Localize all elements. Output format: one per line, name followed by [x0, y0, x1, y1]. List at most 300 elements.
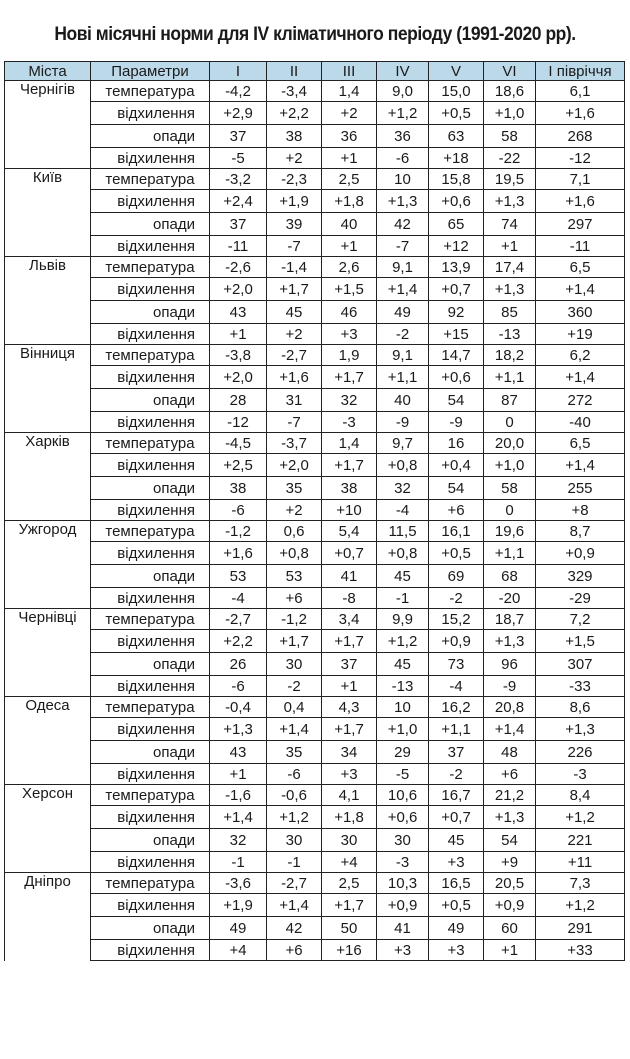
city-cell-empty [5, 148, 91, 169]
month-value: 0 [484, 412, 536, 433]
month-value: 30 [377, 829, 429, 852]
parameter-label: температура [91, 433, 210, 454]
month-value: +0,5 [429, 102, 484, 125]
month-value: +1,1 [377, 366, 429, 389]
month-value: 1,4 [322, 81, 377, 102]
city-cell-empty [5, 852, 91, 873]
parameter-label: температура [91, 609, 210, 630]
month-value: 15,2 [429, 609, 484, 630]
half-year-value: 7,1 [536, 169, 625, 190]
month-value: +1,9 [210, 894, 267, 917]
table-row [5, 741, 625, 764]
parameter-label: відхилення [91, 278, 210, 301]
parameter-label: температура [91, 873, 210, 894]
parameter-label: відхилення [91, 940, 210, 961]
month-value: 85 [484, 301, 536, 324]
half-year-value: +11 [536, 852, 625, 873]
table-row [5, 125, 625, 148]
month-value: 0,6 [267, 521, 322, 542]
month-value: 40 [322, 213, 377, 236]
month-value: +1,3 [484, 278, 536, 301]
month-value: +1,4 [210, 806, 267, 829]
city-cell-empty [5, 894, 91, 917]
month-value: 37 [322, 653, 377, 676]
month-value: -3 [322, 412, 377, 433]
month-value: 74 [484, 213, 536, 236]
month-value: 18,7 [484, 609, 536, 630]
month-value: 38 [267, 125, 322, 148]
month-value: +2,4 [210, 190, 267, 213]
month-value: 13,9 [429, 257, 484, 278]
city-name: Херсон [5, 785, 91, 806]
month-value: +1,7 [322, 454, 377, 477]
month-value: 45 [377, 653, 429, 676]
month-value: 15,0 [429, 81, 484, 102]
city-cell-empty [5, 542, 91, 565]
month-value: +0,5 [429, 542, 484, 565]
month-value: 42 [267, 917, 322, 940]
city-cell-empty [5, 741, 91, 764]
month-value: 2,5 [322, 873, 377, 894]
month-value: +2,0 [210, 366, 267, 389]
city-name: Одеса [5, 697, 91, 718]
table-row [5, 630, 625, 653]
city-cell-empty [5, 324, 91, 345]
city-cell-empty [5, 102, 91, 125]
month-value: +1,3 [210, 718, 267, 741]
month-value: +0,9 [377, 894, 429, 917]
month-value: 9,0 [377, 81, 429, 102]
month-value: 32 [322, 389, 377, 412]
month-value: +4 [210, 940, 267, 961]
parameter-label: відхилення [91, 806, 210, 829]
month-value: +1,7 [322, 366, 377, 389]
month-value: 15,8 [429, 169, 484, 190]
month-value: +15 [429, 324, 484, 345]
month-value: +4 [322, 852, 377, 873]
table-row [5, 500, 625, 521]
parameter-label: опади [91, 477, 210, 500]
half-year-value: 268 [536, 125, 625, 148]
month-value: -3,7 [267, 433, 322, 454]
month-value: +10 [322, 500, 377, 521]
month-value: +0,6 [429, 190, 484, 213]
month-value: +3 [429, 852, 484, 873]
month-value: 37 [210, 213, 267, 236]
month-value: 87 [484, 389, 536, 412]
month-value: +1,3 [484, 190, 536, 213]
month-value: 60 [484, 917, 536, 940]
month-value: -2,7 [210, 609, 267, 630]
month-value: -13 [377, 676, 429, 697]
month-value: +0,8 [267, 542, 322, 565]
month-value: +0,8 [377, 454, 429, 477]
table-row [5, 829, 625, 852]
parameter-label: температура [91, 169, 210, 190]
month-value: +0,7 [322, 542, 377, 565]
month-value: +1,7 [322, 718, 377, 741]
city-cell-empty [5, 278, 91, 301]
month-value: 1,4 [322, 433, 377, 454]
month-value: 49 [210, 917, 267, 940]
month-value: -1,2 [267, 609, 322, 630]
month-value: 2,6 [322, 257, 377, 278]
parameter-label: опади [91, 565, 210, 588]
month-value: 54 [429, 477, 484, 500]
half-year-value: 297 [536, 213, 625, 236]
header-cell: V [429, 62, 484, 81]
month-value: 45 [377, 565, 429, 588]
month-value: +6 [267, 588, 322, 609]
parameter-label: відхилення [91, 764, 210, 785]
month-value: 41 [377, 917, 429, 940]
table-row [5, 609, 625, 630]
parameter-label: відхилення [91, 236, 210, 257]
city-name: Харків [5, 433, 91, 454]
month-value: 10 [377, 169, 429, 190]
month-value: +1 [210, 324, 267, 345]
month-value: -1,4 [267, 257, 322, 278]
month-value: 48 [484, 741, 536, 764]
month-value: 38 [210, 477, 267, 500]
table-row [5, 412, 625, 433]
month-value: +0,9 [484, 894, 536, 917]
month-value: +0,7 [429, 278, 484, 301]
city-cell-empty [5, 764, 91, 785]
month-value: +3 [322, 324, 377, 345]
month-value: -1,2 [210, 521, 267, 542]
month-value: +1 [322, 676, 377, 697]
table-row [5, 301, 625, 324]
half-year-value: +33 [536, 940, 625, 961]
month-value: 53 [267, 565, 322, 588]
month-value: -5 [210, 148, 267, 169]
half-year-value: 226 [536, 741, 625, 764]
city-cell-empty [5, 917, 91, 940]
month-value: 38 [322, 477, 377, 500]
month-value: +1,7 [267, 630, 322, 653]
month-value: 11,5 [377, 521, 429, 542]
month-value: +2,5 [210, 454, 267, 477]
half-year-value: +1,4 [536, 278, 625, 301]
month-value: 42 [377, 213, 429, 236]
month-value: +0,4 [429, 454, 484, 477]
half-year-value: +1,6 [536, 190, 625, 213]
table-row [5, 873, 625, 894]
parameter-label: температура [91, 697, 210, 718]
header-cell: II [267, 62, 322, 81]
month-value: 35 [267, 741, 322, 764]
city-name: Київ [5, 169, 91, 190]
month-value: 29 [377, 741, 429, 764]
month-value: -2,7 [267, 345, 322, 366]
month-value: +18 [429, 148, 484, 169]
header-cell: VI [484, 62, 536, 81]
parameter-label: температура [91, 81, 210, 102]
month-value: +1,4 [267, 894, 322, 917]
month-value: +2 [322, 102, 377, 125]
half-year-value: 7,2 [536, 609, 625, 630]
month-value: +1 [484, 940, 536, 961]
half-year-value: 360 [536, 301, 625, 324]
table-row [5, 940, 625, 961]
month-value: +1,2 [377, 102, 429, 125]
month-value: 10,3 [377, 873, 429, 894]
half-year-value: -3 [536, 764, 625, 785]
parameter-label: відхилення [91, 676, 210, 697]
month-value: 39 [267, 213, 322, 236]
month-value: 53 [210, 565, 267, 588]
table-row [5, 718, 625, 741]
month-value: +6 [429, 500, 484, 521]
month-value: 36 [377, 125, 429, 148]
half-year-value: 221 [536, 829, 625, 852]
table-row [5, 917, 625, 940]
month-value: +2,9 [210, 102, 267, 125]
month-value: -7 [267, 236, 322, 257]
month-value: 1,9 [322, 345, 377, 366]
city-cell-empty [5, 718, 91, 741]
month-value: +1,3 [377, 190, 429, 213]
month-value: -9 [429, 412, 484, 433]
month-value: -2,3 [267, 169, 322, 190]
month-value: +1 [484, 236, 536, 257]
month-value: 30 [267, 829, 322, 852]
month-value: -5 [377, 764, 429, 785]
half-year-value: 272 [536, 389, 625, 412]
month-value: 28 [210, 389, 267, 412]
month-value: 18,2 [484, 345, 536, 366]
half-year-value: +19 [536, 324, 625, 345]
month-value: -9 [484, 676, 536, 697]
parameter-label: опади [91, 653, 210, 676]
city-cell-empty [5, 940, 91, 961]
table-row [5, 542, 625, 565]
month-value: 9,9 [377, 609, 429, 630]
table-row [5, 278, 625, 301]
parameter-label: відхилення [91, 412, 210, 433]
month-value: -6 [210, 500, 267, 521]
table-row [5, 345, 625, 366]
month-value: -2,6 [210, 257, 267, 278]
month-value: 0 [484, 500, 536, 521]
month-value: 3,4 [322, 609, 377, 630]
parameter-label: відхилення [91, 500, 210, 521]
parameter-label: опади [91, 917, 210, 940]
parameter-label: відхилення [91, 148, 210, 169]
month-value: 32 [210, 829, 267, 852]
city-cell-empty [5, 366, 91, 389]
table-row [5, 806, 625, 829]
half-year-value: 6,5 [536, 433, 625, 454]
month-value: -0,4 [210, 697, 267, 718]
page-title: Нові місячні норми для IV кліматичного періоду (1991-2020 рр). [54, 24, 576, 45]
half-year-value: +1,6 [536, 102, 625, 125]
month-value: +1,8 [322, 806, 377, 829]
month-value: +0,6 [429, 366, 484, 389]
half-year-value: 255 [536, 477, 625, 500]
month-value: -0,6 [267, 785, 322, 806]
city-cell-empty [5, 301, 91, 324]
month-value: 30 [322, 829, 377, 852]
table-row [5, 894, 625, 917]
month-value: 63 [429, 125, 484, 148]
parameter-label: відхилення [91, 324, 210, 345]
city-name: Дніпро [5, 873, 91, 894]
table-row [5, 257, 625, 278]
month-value: 0,4 [267, 697, 322, 718]
table-row [5, 697, 625, 718]
city-name: Львів [5, 257, 91, 278]
month-value: -13 [484, 324, 536, 345]
month-value: -6 [210, 676, 267, 697]
header-cell: III [322, 62, 377, 81]
month-value: 21,2 [484, 785, 536, 806]
month-value: +1,6 [210, 542, 267, 565]
parameter-label: температура [91, 257, 210, 278]
month-value: -7 [267, 412, 322, 433]
table-row [5, 764, 625, 785]
month-value: +1,0 [484, 102, 536, 125]
month-value: 37 [210, 125, 267, 148]
half-year-value: -40 [536, 412, 625, 433]
table-row [5, 521, 625, 542]
month-value: 45 [429, 829, 484, 852]
month-value: +1,6 [267, 366, 322, 389]
month-value: 16 [429, 433, 484, 454]
month-value: 69 [429, 565, 484, 588]
month-value: -2 [429, 764, 484, 785]
table-row [5, 653, 625, 676]
city-cell-empty [5, 588, 91, 609]
half-year-value: 307 [536, 653, 625, 676]
month-value: +0,7 [429, 806, 484, 829]
month-value: 46 [322, 301, 377, 324]
month-value: -22 [484, 148, 536, 169]
month-value: -2,7 [267, 873, 322, 894]
month-value: 26 [210, 653, 267, 676]
month-value: +2,0 [210, 278, 267, 301]
parameter-label: відхилення [91, 630, 210, 653]
month-value: +3 [322, 764, 377, 785]
half-year-value: 7,3 [536, 873, 625, 894]
month-value: -4 [429, 676, 484, 697]
header-cell: IV [377, 62, 429, 81]
half-year-value: +1,3 [536, 718, 625, 741]
month-value: +3 [377, 940, 429, 961]
month-value: +2,2 [267, 102, 322, 125]
month-value: +1 [322, 236, 377, 257]
city-cell-empty [5, 190, 91, 213]
month-value: 40 [377, 389, 429, 412]
parameter-label: температура [91, 521, 210, 542]
month-value: +1,9 [267, 190, 322, 213]
month-value: -3,2 [210, 169, 267, 190]
month-value: 9,1 [377, 257, 429, 278]
month-value: 35 [267, 477, 322, 500]
half-year-value: +8 [536, 500, 625, 521]
month-value: -2 [267, 676, 322, 697]
city-name: Ужгород [5, 521, 91, 542]
table-row [5, 454, 625, 477]
month-value: -3,6 [210, 873, 267, 894]
city-cell-empty [5, 829, 91, 852]
table-row [5, 213, 625, 236]
table-row [5, 565, 625, 588]
table-row [5, 785, 625, 806]
month-value: +1,2 [267, 806, 322, 829]
table-row [5, 852, 625, 873]
parameter-label: відхилення [91, 894, 210, 917]
month-value: 16,2 [429, 697, 484, 718]
month-value: 50 [322, 917, 377, 940]
month-value: +3 [429, 940, 484, 961]
month-value: -4,2 [210, 81, 267, 102]
parameter-label: опади [91, 389, 210, 412]
parameter-label: опади [91, 213, 210, 236]
month-value: -9 [377, 412, 429, 433]
month-value: -2 [429, 588, 484, 609]
month-value: -6 [377, 148, 429, 169]
half-year-value: 8,6 [536, 697, 625, 718]
half-year-value: 6,5 [536, 257, 625, 278]
half-year-value: 8,7 [536, 521, 625, 542]
month-value: 73 [429, 653, 484, 676]
city-cell-empty [5, 806, 91, 829]
half-year-value: +1,4 [536, 366, 625, 389]
month-value: 18,6 [484, 81, 536, 102]
month-value: -4,5 [210, 433, 267, 454]
city-cell-empty [5, 676, 91, 697]
month-value: +1,7 [322, 894, 377, 917]
month-value: +12 [429, 236, 484, 257]
month-value: 19,6 [484, 521, 536, 542]
half-year-value: -11 [536, 236, 625, 257]
month-value: 10,6 [377, 785, 429, 806]
month-value: -1 [377, 588, 429, 609]
month-value: 58 [484, 477, 536, 500]
city-cell-empty [5, 412, 91, 433]
half-year-value: +0,9 [536, 542, 625, 565]
month-value: -6 [267, 764, 322, 785]
city-cell-empty [5, 653, 91, 676]
half-year-value: 6,1 [536, 81, 625, 102]
month-value: 16,1 [429, 521, 484, 542]
parameter-label: відхилення [91, 718, 210, 741]
month-value: +1,1 [484, 542, 536, 565]
table-header-row [5, 62, 625, 81]
month-value: 31 [267, 389, 322, 412]
month-value: +1,7 [322, 630, 377, 653]
month-value: +2,2 [210, 630, 267, 653]
table-row [5, 324, 625, 345]
table-body [5, 81, 625, 961]
month-value: +1 [210, 764, 267, 785]
city-cell-empty [5, 630, 91, 653]
month-value: +2 [267, 500, 322, 521]
month-value: 4,1 [322, 785, 377, 806]
half-year-value: 8,4 [536, 785, 625, 806]
table-row [5, 676, 625, 697]
half-year-value: +1,2 [536, 806, 625, 829]
month-value: 36 [322, 125, 377, 148]
month-value: 32 [377, 477, 429, 500]
month-value: +1,3 [484, 806, 536, 829]
month-value: 34 [322, 741, 377, 764]
half-year-value: -33 [536, 676, 625, 697]
city-name: Вінниця [5, 345, 91, 366]
month-value: -1 [267, 852, 322, 873]
